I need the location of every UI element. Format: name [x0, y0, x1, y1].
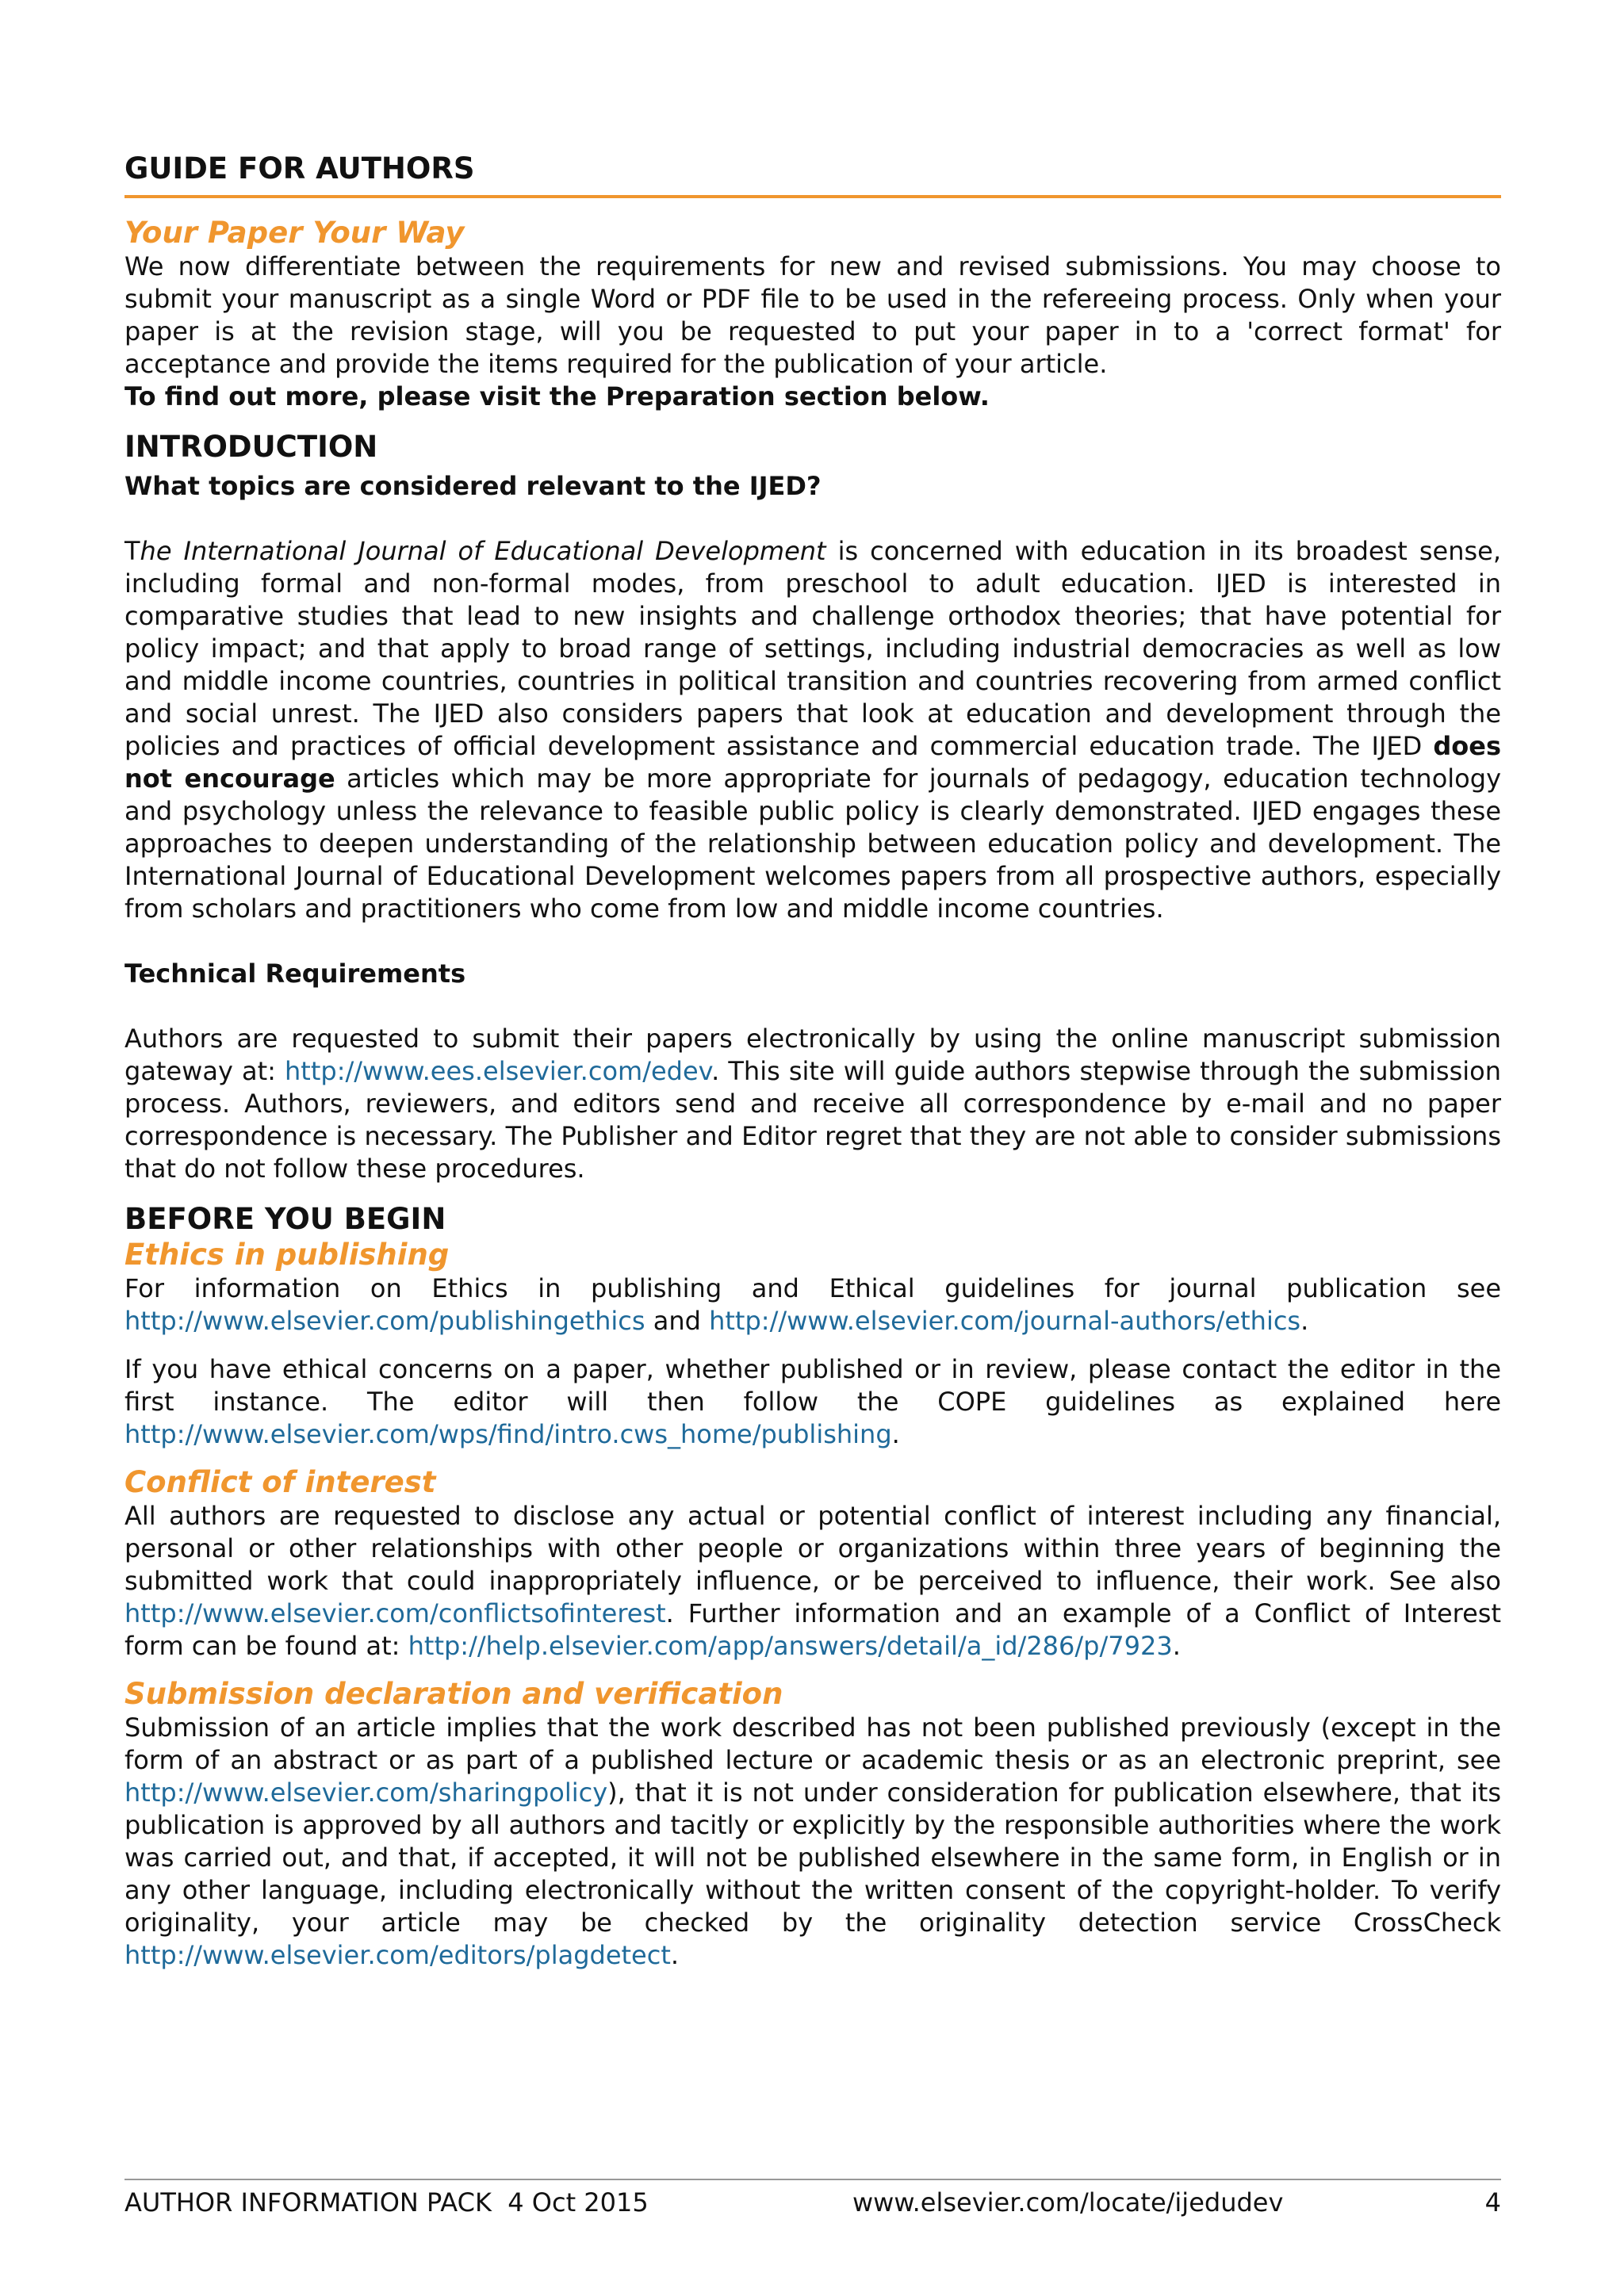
plagdetect-link[interactable]: http://www.elsevier.com/editors/plagdetect: [124, 1940, 671, 1970]
ethics-heading: Ethics in publishing: [124, 1238, 450, 1272]
conflict-paragraph: All authors are requested to disclose any actual or potential conflict of interest including any financial, personal or other relationships with other people or organizations within three years of beginning the submitted work that could inappropriately influence, or be perceived to influence, their work. See also http://www.elsevier.com/conflictsofinterest. Further information and an example of a Conflict of Interest form can be found at: http://help.elsevier.com/app/answers/detail/a_id/286/p/7923.: [124, 1501, 1501, 1661]
journal-name: he International Journal of Educational Development: [140, 536, 826, 566]
ees-submission-link[interactable]: http://www.ees.elsevier.com/edev: [285, 1056, 712, 1086]
ethics-paragraph-2: If you have ethical concerns on a paper, whether published or in review, please contact the editor in the first instance. The editor will then follow the COPE guidelines as explained here http://www.elsevier.com/wps/find/intro.cws_home/publishing.: [124, 1354, 1501, 1449]
technical-requirements-heading: Technical Requirements: [124, 959, 466, 989]
topics-question: What topics are considered relevant to the IJED?: [124, 471, 822, 501]
does-not-encourage: does not encourage: [124, 731, 1501, 794]
cope-guidelines-link[interactable]: http://www.elsevier.com/wps/find/intro.cws_home/publishing: [124, 1419, 892, 1449]
introduction-paragraph: The International Journal of Educational Development is concerned with education in its broadest sense, including formal and non-formal modes, from preschool to adult education. IJED is interested in comparative studies that lead to new insights and challenge orthodox theories; that have potential for policy impact; and that apply to broad range of settings, including industrial democracies as well as low and middle income countries, countries in political transition and countries recovering from armed conflict and social unrest. The IJED also considers papers that look at education and development through the policies and practices of official development assistance and commercial education trade. The IJED does not encourage articles which may be more appropriate for journals of pedagogy, education technology and psychology unless the relevance to feasible public policy is clearly demonstrated. IJED engages these approaches to deepen understanding of the relationship between education policy and development. The International Journal of Educational Development welcomes papers from all prospective authors, especially from scholars and practitioners who come from low and middle income countries.: [124, 536, 1502, 924]
sharing-policy-link[interactable]: http://www.elsevier.com/sharingpolicy: [124, 1777, 608, 1808]
footer-pack-date: AUTHOR INFORMATION PACK 4 Oct 2015: [124, 2187, 649, 2218]
footer-journal-url: www.elsevier.com/locate/ijedudev: [852, 2187, 1284, 2218]
conflicts-of-interest-link[interactable]: http://www.elsevier.com/conflictsofinterest: [124, 1598, 666, 1628]
guide-title: GUIDE FOR AUTHORS: [124, 151, 1501, 198]
your-paper-paragraph: We now differentiate between the requirements for new and revised submissions. You may choose to submit your manuscript as a single Word or PDF file to be used in the refereeing process. Only when your paper is at the revision stage, will you be requested to put your paper in to a 'correct format' for acceptance and provide the items required for the publication of your article. To find out more, please visit the Preparation section below.: [124, 251, 1501, 411]
submission-paragraph: Submission of an article implies that the work described has not been published previously (except in the form of an abstract or as part of a published lecture or academic thesis or as an electronic preprint, see http://www.elsevier.com/sharingpolicy), that it is not under consideration for publication elsewhere, that its publication is approved by all authors and tacitly or explicitly by the responsible authorities where the work was carried out, and that, if accepted, it will not be published elsewhere in the same form, in English or in any other language, including electronically without the written consent of the copyright-holder. To verify originality, your article may be checked by the originality detection service CrossCheck http://www.elsevier.com/editors/plagdetect.: [124, 1712, 1501, 1970]
submission-declaration-heading: Submission declaration and verification: [124, 1677, 783, 1711]
conflict-form-link[interactable]: http://help.elsevier.com/app/answers/detail/a_id/286/p/7923: [408, 1631, 1173, 1661]
journal-authors-ethics-link[interactable]: http://www.elsevier.com/journal-authors/ethics: [709, 1306, 1301, 1336]
publishing-ethics-link[interactable]: http://www.elsevier.com/publishingethics: [124, 1306, 645, 1336]
your-paper-heading: Your Paper Your Way: [124, 216, 465, 250]
before-you-begin-heading: BEFORE YOU BEGIN: [124, 1202, 446, 1236]
technical-requirements-paragraph: Authors are requested to submit their papers electronically by using the online manuscript submission gateway at: http://www.ees.elsevier.com/edev. This site will guide authors stepwise through the submission process. Authors, reviewers, and editors send and receive all correspondence by e-mail and no paper correspondence is necessary. The Publisher and Editor regret that they are not able to consider submissions that do not follow these procedures.: [124, 1024, 1502, 1184]
document-body: [124, 151, 1501, 1972]
conflict-heading: Conflict of interest: [124, 1465, 436, 1499]
introduction-heading: INTRODUCTION: [124, 430, 378, 464]
preparation-note: To find out more, please visit the Preparation section below.: [124, 381, 990, 411]
footer-page-number: 4: [1484, 2187, 1501, 2218]
ethics-paragraph-1: For information on Ethics in publishing and Ethical guidelines for journal publication see http://www.elsevier.com/publishingethics and http://www.elsevier.com/journal-authors/ethics.: [124, 1273, 1501, 1336]
page-footer: [124, 2179, 1501, 2218]
